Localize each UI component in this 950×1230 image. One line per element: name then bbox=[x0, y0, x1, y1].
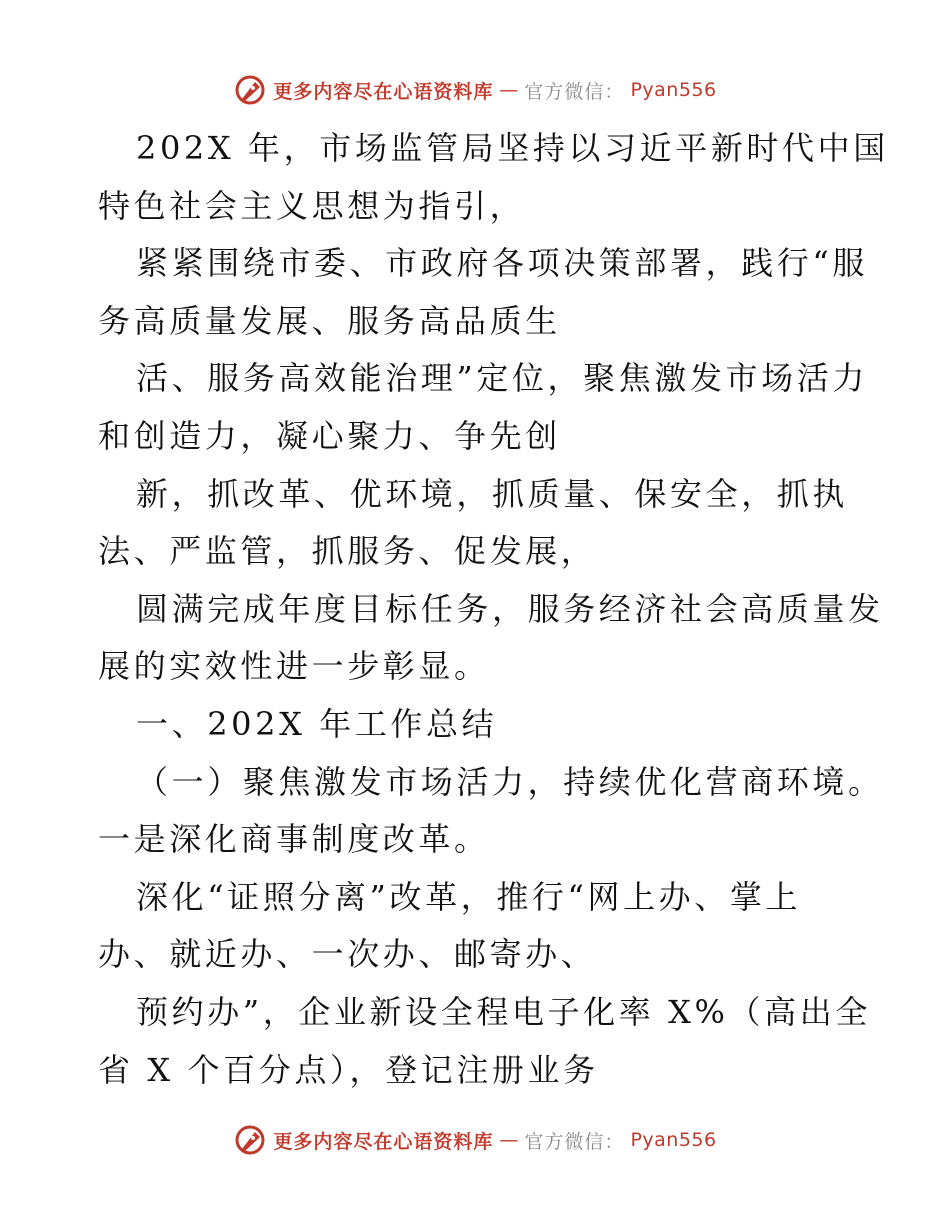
section-heading: 一、202X 年工作总结 bbox=[136, 704, 498, 743]
pen-nib-circle-icon bbox=[233, 1123, 267, 1157]
text-line: 特色社会主义思想为指引， bbox=[98, 186, 526, 225]
text-line: 法、严监管，抓服务、促发展， bbox=[98, 532, 597, 571]
watermark-official-label: 官方微信： bbox=[524, 80, 625, 103]
text-line: 办、就近办、一次办、邮寄办、 bbox=[98, 935, 597, 974]
text-line: 展的实效性进一步彰显。 bbox=[98, 647, 490, 686]
watermark-brand: 更多内容尽在心语资料库 bbox=[273, 80, 494, 103]
document-body bbox=[98, 120, 889, 1099]
text-line: 深化“证照分离”改革，推行“网上办、掌上 bbox=[136, 877, 802, 916]
text-line: 紧紧围绕市委、市政府各项决策部署，践行“服 bbox=[136, 244, 868, 283]
text-line: 202X 年，市场监管局坚持以习近平新时代中国 bbox=[136, 129, 889, 167]
watermark-wechat-id: Pyan556 bbox=[630, 79, 717, 101]
watermark-wechat-id: Pyan556 bbox=[630, 1129, 717, 1151]
header-watermark bbox=[0, 68, 950, 112]
watermark-dash: — bbox=[499, 1129, 519, 1151]
pen-nib-circle-icon bbox=[233, 73, 267, 107]
text-line: 省 X 个百分点），登记注册业务 bbox=[98, 1050, 599, 1089]
watermark-dash: — bbox=[499, 79, 519, 101]
subsection-heading: （一）聚焦激发市场活力，持续优化营商环境。 bbox=[136, 762, 884, 801]
text-line: 一是深化商事制度改革。 bbox=[98, 820, 490, 859]
footer-watermark bbox=[0, 1118, 950, 1162]
watermark-official-label: 官方微信： bbox=[524, 1130, 625, 1153]
watermark-brand: 更多内容尽在心语资料库 bbox=[273, 1130, 494, 1153]
text-line: 活、服务高效能治理”定位，聚焦激发市场活力 bbox=[136, 359, 868, 398]
text-line: 务高质量发展、服务高品质生 bbox=[98, 301, 561, 340]
text-line: 新，抓改革、优环境，抓质量、保安全，抓执 bbox=[136, 474, 849, 513]
text-line: 圆满完成年度目标任务，服务经济社会高质量发 bbox=[136, 589, 884, 628]
text-line: 和创造力，凝心聚力、争先创 bbox=[98, 416, 561, 455]
text-line: 预约办”，企业新设全程电子化率 X%（高出全 bbox=[136, 992, 871, 1031]
